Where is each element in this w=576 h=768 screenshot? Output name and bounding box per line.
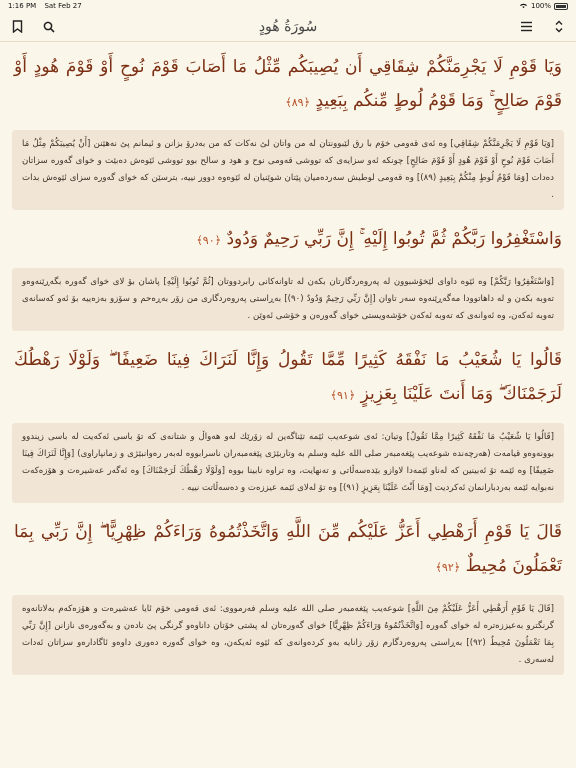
nav-left (10, 20, 56, 34)
status-time: 1:16 PM (8, 2, 37, 10)
page-title: سُورَةُ هُودٍ (258, 18, 318, 35)
status-left (8, 2, 88, 10)
bookmark-icon[interactable] (10, 20, 24, 34)
status-right (519, 2, 568, 11)
ayah-arabic: وَيَا قَوْمِ لَا يَجْرِمَنَّكُمْ شِقَاقِي أَن يُصِيبَكُم مِّثْلُ مَا أَصَابَ قَوْمَ نُوحٍ أَوْ قَوْمَ هُودٍ أَوْ قَوْمَ صَالِحٍ ۚ وَمَا قَوْمُ لُوطٍ مِّنكُم بِبَعِيدٍ (14, 57, 562, 111)
status-bar (0, 0, 576, 12)
ayah-text[interactable] (12, 513, 564, 591)
tafsir-text: [وَاسْتَغْفِرُوا رَبَّكُمْ] وە ئێوە داوای لێخۆشبوون لە پەروەردگارتان بكەن لە تاوانەكانی رابردووتان [ثُمَّ تُوبُوا إِلَيْهِ] پاشان بۆ لای خوای گەورە بگەڕێنەوەو تەوبە بكەن و لە داهاتوودا مەگەڕێنەوە سەر تاوان [إِنَّ رَبِّي رَحِيمٌ وَدُودٌ (٩٠)] بەڕاستی پەروەردگاری من زۆر بەڕەحم و سۆزو بەزەییە بۆ ئەو كەسانەی تەوبە ئەكەن، وە ئەوانەی كە تەوبە ئەكەن خۆشەویستی خوای گەورەن و خۆشی ئەوێن . (12, 268, 564, 331)
ayah-text[interactable] (12, 48, 564, 126)
nav-bar (0, 12, 576, 42)
ayah-arabic: وَاسْتَغْفِرُوا رَبَّكُمْ ثُمَّ تُوبُوا إِلَيْهِ ۚ إِنَّ رَبِّي رَحِيمٌ وَدُودٌ (226, 229, 562, 249)
list-icon[interactable] (520, 20, 534, 34)
ayah-text[interactable] (12, 341, 564, 419)
sort-icon[interactable] (552, 20, 566, 34)
ayah-arabic: قَالَ يَا قَوْمِ أَرَهْطِي أَعَزُّ عَلَيْكُم مِّنَ اللَّهِ وَاتَّخَذْتُمُوهُ وَرَاءَكُمْ ظِهْرِيًّا ۖ إِنَّ رَبِّي بِمَا تَعْمَلُونَ مُحِيطٌ (14, 522, 562, 576)
battery-percent: 100% (530, 2, 551, 10)
ayah-arabic: قَالُوا يَا شُعَيْبُ مَا نَفْقَهُ كَثِيرًا مِّمَّا تَقُولُ وَإِنَّا لَنَرَاكَ فِينَا ضَعِيفًا ۖ وَلَوْلَا رَهْطُكَ لَرَجَمْنَاكَ ۖ وَمَا أَنتَ عَلَيْنَا بِعَزِيزٍ (14, 350, 562, 404)
ayah-number: ﴿٩٢﴾ (435, 561, 461, 574)
battery-icon (554, 3, 568, 10)
ayah-number: ﴿٨٩﴾ (285, 96, 311, 109)
ayah-text[interactable] (12, 220, 564, 264)
search-icon[interactable] (42, 20, 56, 34)
tafsir-text: [قَالُوا يَا شُعَيْبُ مَا نَفْقَهُ كَثِيرًا مِمَّا تَقُولُ] وتیان: ئەی شوعەیب ئێمە تێناگەین لە زۆرێك لەو هەواڵ و شتانەی كە تۆ باسی ئەكەیت لە باسی زیندوو بوونەوەو قیامەت (هەرچەندە شوعەیب پێغەمبەر صلی الله علیه وسلم بە وتاربێژی پێغەمبەران ناسرابووە لەبەر رەوانبێژی و زمانپاراوی) [وَإِنَّا لَنَرَاكَ فِينَا ضَعِيفًا] وە ئێمە تۆ ئەبینین كە لەناو ئێمەدا لاوازو بێدەسەڵاتی و تەنهایت، وە تراوە نابینا بووە [وَلَوْلَا رَهْطُكَ لَرَجَمْنَاكَ] وە ئەگەر عەشیرەت و هۆزەكەت نەبوایە ئێمە بەردبارانمان ئەكردیت [وَمَا أَنْتَ عَلَيْنَا بِعَزِيزٍ (٩١)] وە تۆ لەلای ئێمە عیززەت و دەسەڵاتت نییە . (12, 423, 564, 503)
status-date: Sat Feb 27 (44, 2, 82, 10)
ayah-number: ﴿٩١﴾ (330, 389, 356, 402)
tafsir-text: [قَالَ يَا قَوْمِ أَرَهْطِي أَعَزُّ عَلَيْكُمْ مِنَ اللَّهِ] شوعەیب پێغەمبەر صلی الله علیه وسلم فەرمووی: ئەی قەومی خۆم ئایا عەشیرەت و هۆزەكەم بەلاتانەوە گرنگترو بەعیززەترە لە خوای گەورە [وَاتَّخَذْتُمُوهُ وَرَاءَكُمْ ظِهْرِيًّا] خوای گەورەتان لە پشتی خۆتان داناوەو گرنگی پێ نادەن و بەگەورەی نازانن [إِنَّ رَبِّي بِمَا تَعْمَلُونَ مُحِيطٌ (٩٢)] بەڕاستی پەروەردگارم زۆر زانایە بەو كردەوانەی كە ئێوە ئەیكەن، وە خوای گەورە دەوری داوەو ئاگادارەو سزاتان ئەدات لەسەری . (12, 595, 564, 675)
nav-right (520, 20, 566, 34)
reader-content (0, 42, 576, 675)
ayah-number: ﴿٩٠﴾ (196, 234, 222, 247)
tafsir-text: [وَيَا قَوْمِ لَا يَجْرِمَنَّكُمْ شِقَاقِي] وە ئەی قەومی خۆم با رق لێبوونتان لە من واتان لێ نەكات كە من بەدرۆ بزانن و ئیمانم پێ نەهێنن [أَنْ يُصِيبَكُمْ مِثْلُ مَا أَصَابَ قَوْمَ نُوحٍ أَوْ قَوْمَ هُودٍ أَوْ قَوْمَ صَالِحٍ] چونكە ئەو سزایەی كە تووشی قەومی نوح و هود و سالح بوو تووشی ئێوەش دەبێت و خوای گەورە سزاتان دەدات [وَمَا قَوْمُ لُوطٍ مِنْكُمْ بِبَعِيدٍ (٨٩)] وە قەومی لوطیش سەردەمیان پێتان شوێنیان لە ئێوەوە دوور نییە، بترسێن كە خوای گەورە سزای ئێوەش بدات . (12, 130, 564, 210)
wifi-icon (519, 2, 528, 11)
